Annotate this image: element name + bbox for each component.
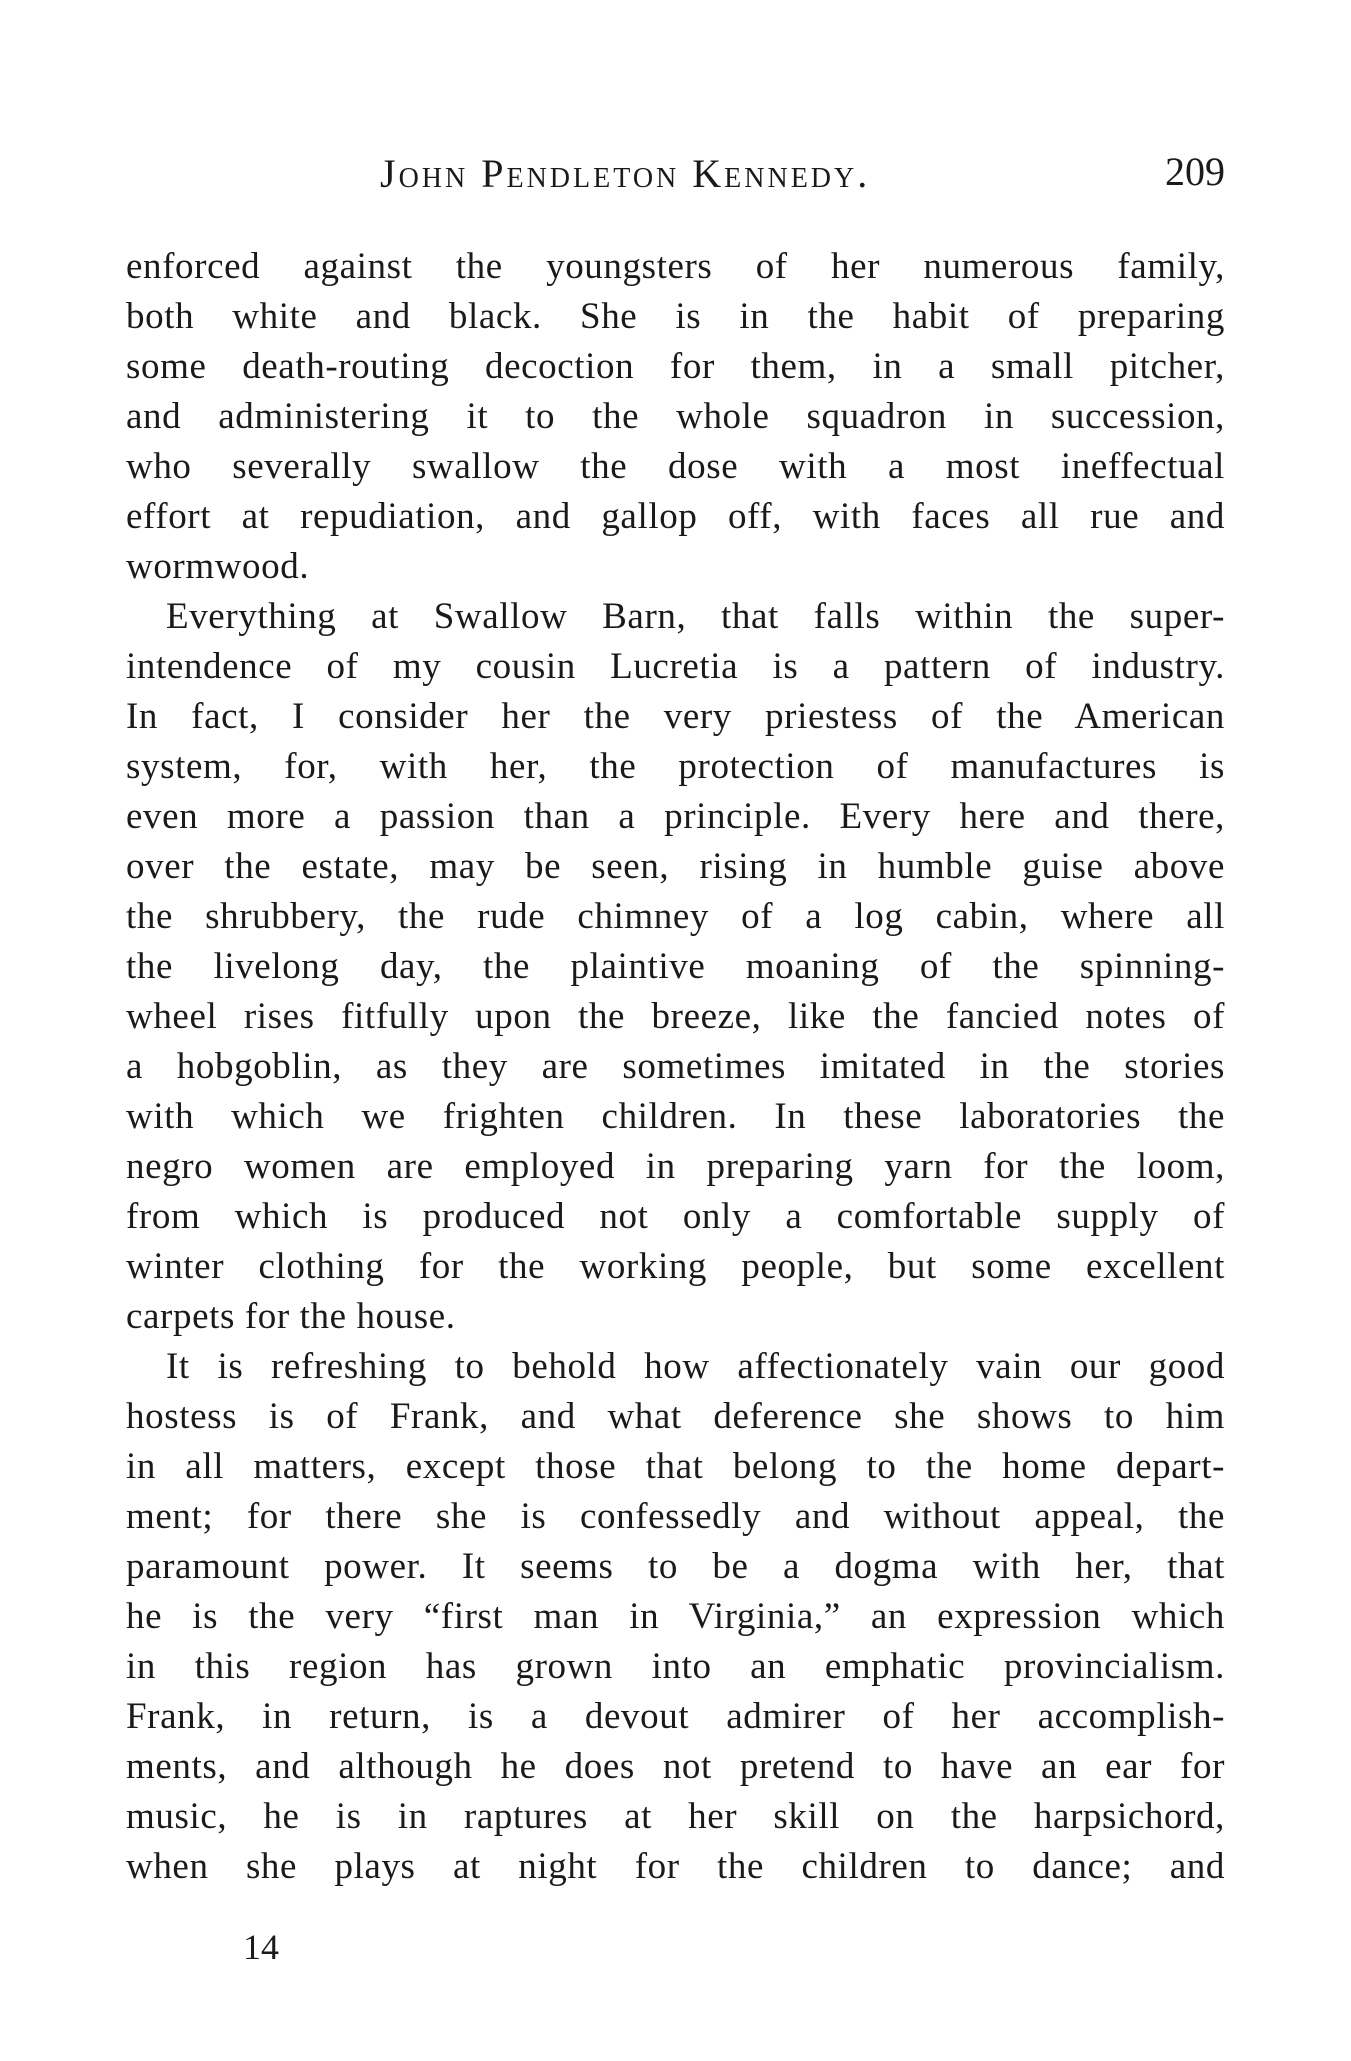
running-head [0,150,1351,210]
text-line: ments, and although he does not pretend to have an ear for [126,1746,1225,1787]
running-title: John Pendleton Kennedy. [380,151,871,196]
text-line: some death-routing decoction for them, in a small pitcher, [126,346,1225,387]
text-line: hostess is of Frank, and what deference she shows to him [126,1396,1225,1437]
text-line: from which is produced not only a comfortable supply of [126,1196,1225,1237]
paragraph-start: Everything at Swallow Barn, that falls within the super- [166,596,1225,637]
text-line: music, he is in raptures at her skill on the harpsichord, [126,1796,1225,1837]
text-line: winter clothing for the working people, but some excellent [126,1246,1225,1287]
text-line: intendence of my cousin Lucretia is a pattern of industry. [126,646,1225,687]
text-line: over the estate, may be seen, rising in humble guise above [126,846,1225,887]
text-line: the livelong day, the plaintive moaning of the spinning- [126,946,1225,987]
text-line: and administering it to the whole squadron in succession, [126,396,1225,437]
text-line: wheel rises fitfully upon the breeze, like the fancied notes of [126,996,1225,1037]
text-line: who severally swallow the dose with a most ineffectual [126,446,1225,487]
signature-mark: 14 [243,1927,279,1967]
text-line: he is the very “first man in Virginia,” an expression which [126,1596,1225,1637]
text-line: wormwood. [126,546,310,587]
text-line: in all matters, except those that belong to the home depart- [126,1446,1225,1487]
text-line: in this region has grown into an emphatic provincialism. [126,1646,1225,1687]
text-line: with which we frighten children. In these laboratories the [126,1096,1225,1137]
text-line: system, for, with her, the protection of manufactures is [126,746,1225,787]
text-line: a hobgoblin, as they are sometimes imitated in the stories [126,1046,1225,1087]
paragraph-start: It is refreshing to behold how affectionately vain our good [166,1346,1225,1387]
text-line: even more a passion than a principle. Every here and there, [126,796,1225,837]
text-line: negro women are employed in preparing yarn for the loom, [126,1146,1225,1187]
text-line: both white and black. She is in the habit of preparing [126,296,1225,337]
page-number: 209 [1165,149,1225,194]
text-line: effort at repudiation, and gallop off, with faces all rue and [126,496,1225,537]
text-line: carpets for the house. [126,1296,456,1337]
text-line: enforced against the youngsters of her numerous family, [126,246,1225,287]
text-line: In fact, I consider her the very priestess of the American [126,696,1225,737]
text-line: when she plays at night for the children to dance; and [126,1846,1225,1887]
text-line: the shrubbery, the rude chimney of a log cabin, where all [126,896,1225,937]
text-line: Frank, in return, is a devout admirer of her accomplish- [126,1696,1225,1737]
body-text [126,242,1225,1892]
text-line: ment; for there she is confessedly and without appeal, the [126,1496,1225,1537]
text-line: paramount power. It seems to be a dogma with her, that [126,1546,1225,1587]
